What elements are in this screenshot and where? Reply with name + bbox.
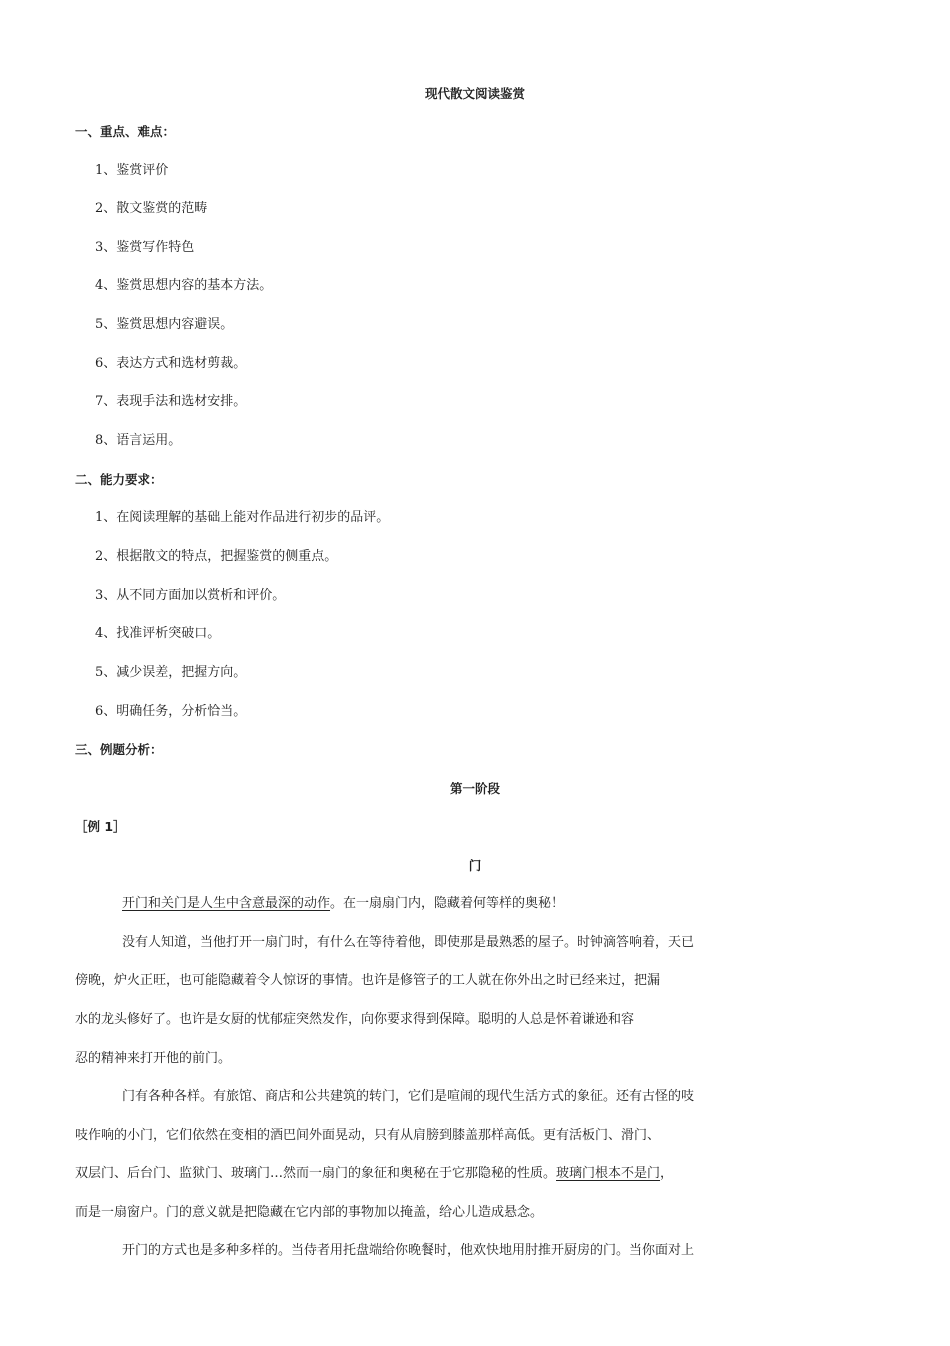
stage-heading: 第一阶段 [449,781,500,796]
essay-paragraph-1 [122,896,564,912]
list-item: 1、鉴赏评价 [95,163,169,178]
section-heading-ability: 二、能力要求： [75,472,163,487]
essay-paragraph-4-line: 开门的方式也是多种多样的。当侍者用托盘端给你晚餐时，他欢快地用肘推开厨房的门。当你面对上 [122,1243,695,1258]
section-heading-key-points: 一、重点、难点： [75,124,176,139]
essay-title: 门 [468,858,482,873]
underlined-phrase: 开门和关门是人生中含意最深的动作 [122,896,331,911]
list-item: 8、语言运用。 [95,433,182,448]
essay-paragraph-2-line: 水的龙头修好了。也许是女厨的忧郁症突然发作，向你要求得到保障。聪明的人总是怀着谦逊和容 [75,1012,635,1027]
list-item: 6、明确任务，分析恰当。 [95,704,247,719]
list-item: 7、表现手法和选材安排。 [95,394,247,409]
list-item: 6、表达方式和选材剪裁。 [95,356,247,371]
list-item: 2、根据散文的特点，把握鉴赏的侧重点。 [95,549,338,564]
list-item: 3、鉴赏写作特色 [95,240,195,255]
list-item: 4、鉴赏思想内容的基本方法。 [95,278,273,293]
page-title: 现代散文阅读鉴赏 [424,86,525,101]
essay-paragraph-3-line [75,1166,673,1182]
underlined-phrase: 玻璃门根本不是门 [556,1166,661,1181]
paragraph-text: ， [660,1166,674,1181]
list-item: 1、在阅读理解的基础上能对作品进行初步的品评。 [95,510,390,525]
paragraph-text: 双层门、后台门、监狱门、玻璃门…然而一扇门的象征和奥秘在于它那隐秘的性质。 [75,1166,557,1181]
list-item: 5、鉴赏思想内容避误。 [95,317,234,332]
list-item: 5、减少误差，把握方向。 [95,665,247,680]
paragraph-text: 。在一扇扇门内，隐藏着何等样的奥秘！ [330,896,565,911]
essay-paragraph-3-line: 门有各种各样。有旅馆、商店和公共建筑的转门，它们是喧闹的现代生活方式的象征。还有古怪的吱 [122,1089,695,1104]
essay-paragraph-3-line: 而是一扇窗户。门的意义就是把隐藏在它内部的事物加以掩盖，给心儿造成悬念。 [75,1205,544,1220]
section-heading-examples: 三、例题分析： [75,742,163,757]
list-item: 3、从不同方面加以赏析和评价。 [95,588,286,603]
list-item: 4、找准评析突破口。 [95,626,221,641]
essay-paragraph-3-line: 吱作响的小门，它们依然在变相的酒巴间外面晃动，只有从肩膀到膝盖那样高低。更有活板门、滑门、 [75,1128,661,1143]
essay-paragraph-2-line: 没有人知道，当他打开一扇门时，有什么在等待着他，即使那是最熟悉的屋子。时钟滴答响着，天已 [122,935,695,950]
essay-paragraph-2-line: 傍晚，炉火正旺，也可能隐藏着令人惊讶的事情。也许是修管子的工人就在你外出之时已经来过，把漏 [75,973,661,988]
list-item: 2、散文鉴赏的范畴 [95,201,208,216]
example-label: ［例 1］ [75,819,126,834]
essay-paragraph-2-line: 忍的精神来打开他的前门。 [75,1051,232,1066]
